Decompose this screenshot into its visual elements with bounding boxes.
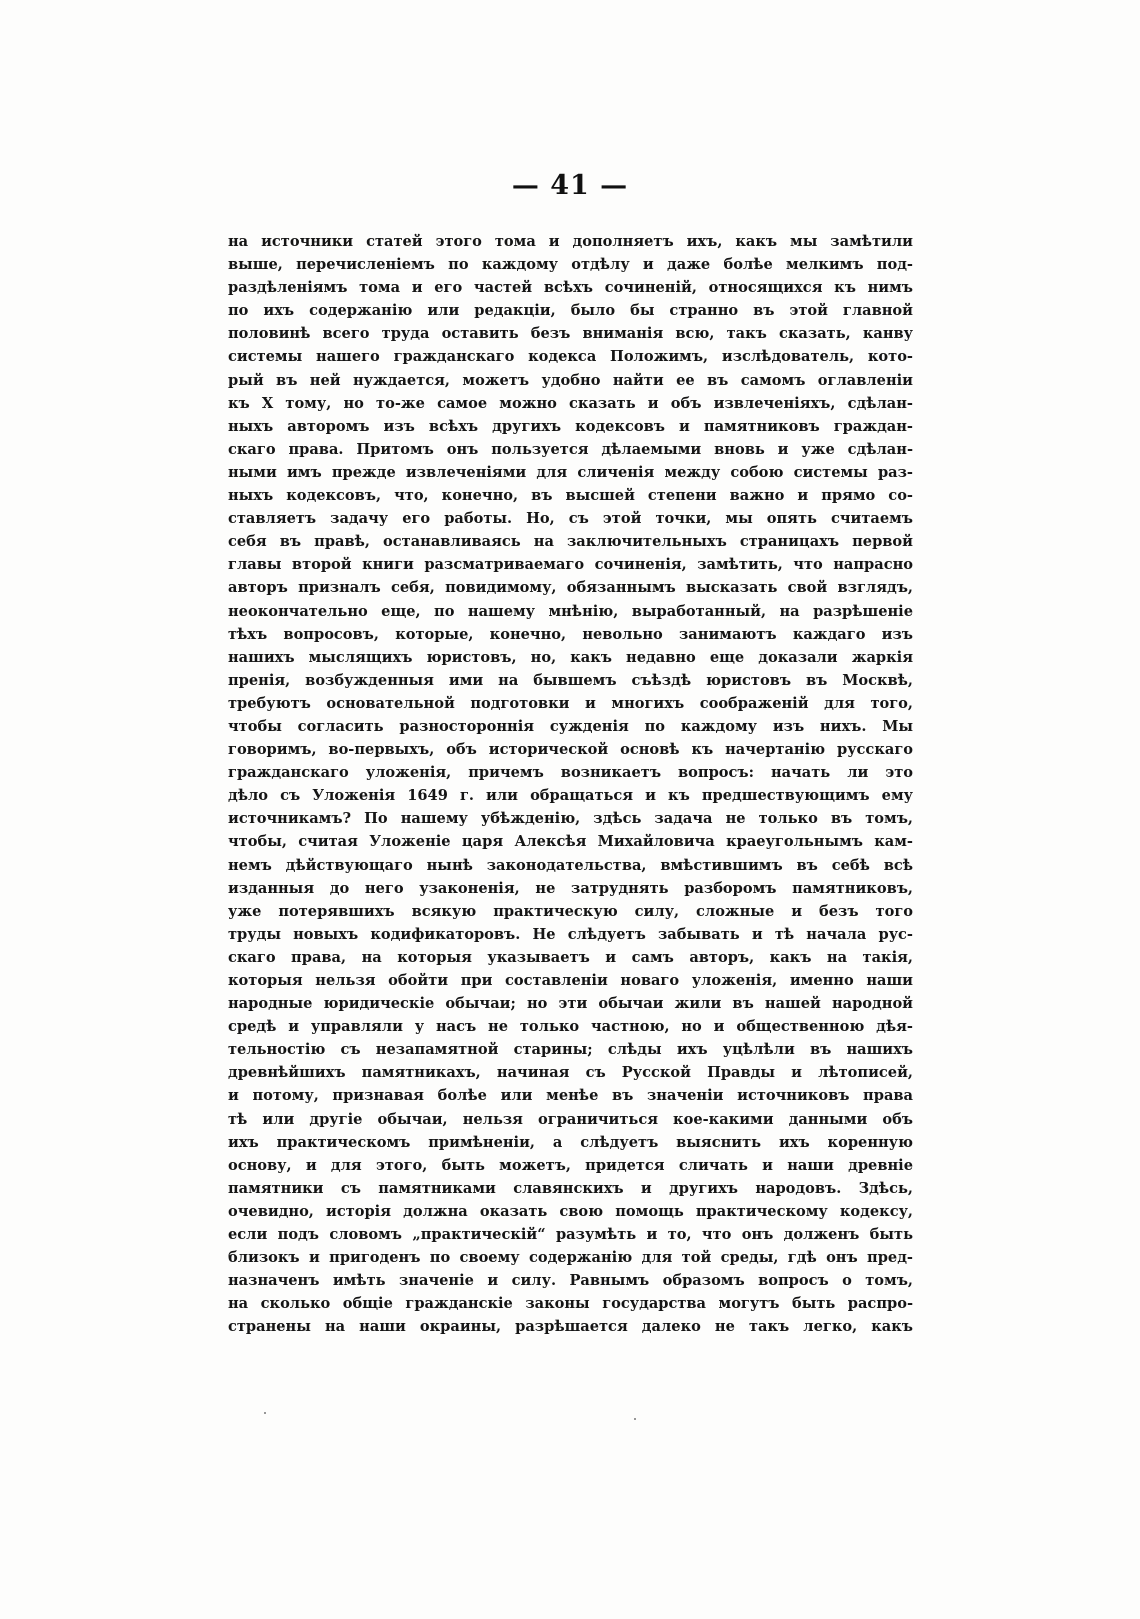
text-line: къ X тому, но то-же самое можно сказать и объ извлеченіяхъ, сдѣлан- xyxy=(228,394,913,412)
paper-speck xyxy=(634,1418,636,1420)
text-line: ихъ практическомъ примѣненіи, а слѣдуетъ выяснить ихъ коренную xyxy=(228,1133,913,1151)
text-line: чтобы согласить разностороннія сужденія по каждому изъ нихъ. Мы xyxy=(228,717,913,735)
paper-speck xyxy=(264,1412,266,1414)
text-line: системы нашего гражданскаго кодекса Положимъ, изслѣдователь, кото- xyxy=(228,348,913,366)
text-line: главы второй книги разсматриваемаго сочиненія, замѣтить, что напрасно xyxy=(228,556,913,574)
text-line: неокончательно еще, по нашему мнѣнію, выработанный, на разрѣшеніе xyxy=(228,602,913,620)
page-number: — 41 — xyxy=(511,170,629,201)
text-line: источникамъ? По нашему убѣжденію, здѣсь задача не только въ томъ, xyxy=(228,810,913,828)
text-line: по ихъ содержанію или редакціи, было бы странно въ этой главной xyxy=(228,302,913,320)
text-line: нашихъ мыслящихъ юристовъ, но, какъ недавно еще доказали жаркія xyxy=(228,648,913,666)
text-line: тѣ или другіе обычаи, нельзя ограничиться кое-какими данными объ xyxy=(228,1110,913,1128)
text-line: народные юридическіе обычаи; но эти обычаи жили въ нашей народной xyxy=(228,995,913,1013)
text-line: на источники статей этого тома и дополняетъ ихъ, какъ мы замѣтили xyxy=(228,233,913,250)
text-line: пренія, возбужденныя ими на бывшемъ съѣздѣ юристовъ въ Москвѣ, xyxy=(228,671,913,689)
text-line: на сколько общіе гражданскіе законы государства могутъ быть распро- xyxy=(228,1295,913,1313)
text-line: скаго права. Притомъ онъ пользуется дѣлаемыми вновь и уже сдѣлан- xyxy=(228,440,913,458)
text-line: тельностію съ незапамятной старины; слѣды ихъ уцѣлѣли въ нашихъ xyxy=(228,1041,913,1059)
text-line: уже потерявшихъ всякую практическую силу, сложные и безъ того xyxy=(228,902,913,920)
text-line: половинѣ всего труда оставить безъ вниманія всю, такъ сказать, канву xyxy=(228,325,913,343)
text-line: гражданскаго уложенія, причемъ возникаетъ вопросъ: начать ли это xyxy=(228,764,913,782)
text-line: требуютъ основательной подготовки и многихъ соображеній для того, xyxy=(228,694,913,712)
text-line: немъ дѣйствующаго нынѣ законодательства, вмѣстившимъ въ себѣ всѣ xyxy=(228,856,913,874)
text-line: раздѣленіямъ тома и его частей всѣхъ сочиненій, относящихся къ нимъ xyxy=(228,279,913,297)
text-line: и потому, признавая болѣе или менѣе въ значеніи источниковъ права xyxy=(228,1087,913,1105)
text-line: ныхъ авторомъ изъ всѣхъ другихъ кодексовъ и памятниковъ граждан- xyxy=(228,417,913,435)
text-line: которыя нельзя обойти при составленіи новаго уложенія, именно наши xyxy=(228,972,913,989)
text-line: очевидно, исторія должна оказать свою помощь практическому кодексу, xyxy=(228,1202,913,1220)
text-line: основу, и для этого, быть можетъ, придется сличать и наши древніе xyxy=(228,1156,913,1174)
text-line: изданныя до него узаконенія, не затруднять разборомъ памятниковъ, xyxy=(228,879,913,897)
text-line: близокъ и пригоденъ по своему содержанію для той среды, гдѣ онъ пред- xyxy=(228,1249,913,1267)
text-line: памятники съ памятниками славянскихъ и другихъ народовъ. Здѣсь, xyxy=(228,1179,913,1197)
text-line: выше, перечисленіемъ по каждому отдѣлу и даже болѣе мелкимъ под- xyxy=(228,256,913,274)
text-line: если подъ словомъ „практическій“ разумѣть и то, что онъ долженъ быть xyxy=(228,1226,913,1244)
text-line: себя въ правѣ, останавливаясь на заключительныхъ страницахъ первой xyxy=(228,533,913,551)
text-line: средѣ и управляли у насъ не только частною, но и общественною дѣя- xyxy=(228,1018,913,1036)
text-line: дѣло съ Уложенія 1649 г. или обращаться и къ предшествующимъ ему xyxy=(228,787,913,805)
text-line: ными имъ прежде извлеченіями для сличенія между собою системы раз- xyxy=(228,463,913,481)
text-line: скаго права, на которыя указываетъ и самъ авторъ, какъ на такія, xyxy=(228,948,913,966)
text-line: древнѣйшихъ памятникахъ, начиная съ Русской Правды и лѣтописей, xyxy=(228,1064,913,1082)
body-text xyxy=(228,230,913,1339)
text-line: тѣхъ вопросовъ, которые, конечно, невольно занимаютъ каждаго изъ xyxy=(228,625,913,643)
text-line: чтобы, считая Уложеніе царя Алексѣя Михайловича краеугольнымъ кам- xyxy=(228,833,913,851)
text-line: авторъ призналъ себя, повидимому, обязаннымъ высказать свой взглядъ, xyxy=(228,579,913,597)
text-line: назначенъ имѣть значеніе и силу. Равнымъ образомъ вопросъ о томъ, xyxy=(228,1272,913,1290)
text-line: ставляетъ задачу его работы. Но, съ этой точки, мы опять считаемъ xyxy=(228,510,913,528)
text-line: ныхъ кодексовъ, что, конечно, въ высшей степени важно и прямо со- xyxy=(228,487,913,505)
text-line: говоримъ, во-первыхъ, объ исторической основѣ къ начертанію русскаго xyxy=(228,741,913,759)
text-line: странены на наши окраины, разрѣшается далеко не такъ легко, какъ xyxy=(228,1318,913,1336)
text-line: рый въ ней нуждается, можетъ удобно найти ее въ самомъ оглавленіи xyxy=(228,371,913,389)
text-line: труды новыхъ кодификаторовъ. Не слѣдуетъ забывать и тѣ начала рус- xyxy=(228,925,913,943)
